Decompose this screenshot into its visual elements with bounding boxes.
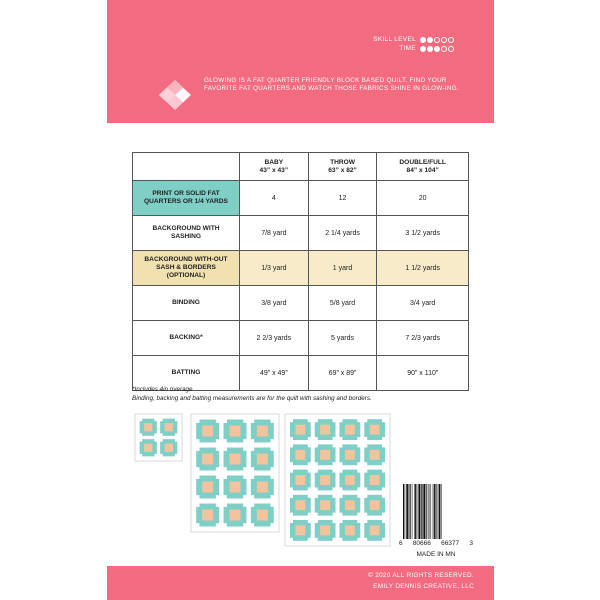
barcode-bar: [423, 484, 425, 539]
quilt-block: [339, 419, 360, 440]
quilt-block: [364, 520, 385, 541]
table-cell: 3 1/2 yards: [377, 216, 469, 251]
quilt-block: [224, 504, 247, 527]
barcode-bar: [438, 484, 439, 539]
table-cell: 1 yard: [308, 251, 377, 286]
column-name: BABY: [264, 158, 284, 166]
overage-note: *Includes 4in overage: [132, 386, 193, 393]
table-cell: 7/8 yard: [240, 216, 309, 251]
quilt-block: [364, 470, 385, 491]
barcode-bar: [435, 484, 436, 539]
row-label: BACKING*: [133, 321, 240, 356]
quilt-diagram: [191, 414, 279, 532]
table-cell: 2 2/3 yards: [240, 321, 309, 356]
barcode-bar: [439, 484, 441, 539]
quilt-block: [251, 420, 274, 443]
made-in-label: MADE IN MN: [416, 551, 456, 558]
quilt-block: [364, 444, 385, 465]
column-name: DOUBLE/FULL: [399, 158, 446, 166]
table-cell: 7 2/3 yards: [377, 321, 469, 356]
quilt-block: [290, 470, 311, 491]
table-cell: 5/8 yard: [308, 286, 377, 321]
quilt-block: [251, 448, 274, 471]
quilt-block: [315, 419, 336, 440]
quilt-block: [290, 520, 311, 541]
barcode-bar: [434, 484, 435, 539]
barcode-digit-left: 6: [399, 540, 403, 547]
barcode-number: [399, 540, 473, 547]
time-label: TIME: [399, 45, 416, 52]
row-label: BACKGROUND WITH-OUT SASH & BORDERS (OPTIONAL): [133, 251, 240, 286]
barcode-digit-right: 3: [469, 540, 473, 547]
copyright-line: © 2020 ALL RIGHTS RESERVED.: [368, 572, 474, 579]
quilt-block: [315, 444, 336, 465]
barcode-bar: [431, 484, 432, 539]
quilt-diagram: [135, 414, 182, 461]
table-cell: 3/8 yard: [240, 286, 309, 321]
quilt-block: [196, 420, 219, 443]
table-cell: 49” x 49”: [240, 356, 309, 391]
barcode-bar: [441, 484, 442, 539]
barcode-bar: [406, 484, 408, 539]
barcode-bar: [410, 484, 411, 539]
quilt-block: [339, 470, 360, 491]
barcode-bar: [426, 484, 427, 539]
barcode-bar: [412, 484, 413, 539]
quilt-block: [224, 448, 247, 471]
barcode-bar: [415, 484, 416, 539]
table-cell: 4: [240, 181, 309, 216]
quilt-block: [339, 520, 360, 541]
column-size: 63” x 82”: [328, 166, 357, 174]
quilt-block: [290, 444, 311, 465]
barcode-bar: [429, 484, 430, 539]
quilt-block: [315, 470, 336, 491]
quilt-block: [196, 476, 219, 499]
table-cell: 1/3 yard: [240, 251, 309, 286]
table-cell: 3/4 yard: [377, 286, 469, 321]
barcode-bars-icon: [403, 484, 469, 539]
quilt-block: [339, 495, 360, 516]
company-name: EMILY DENNIS CREATIVE, LLC: [373, 583, 474, 590]
measurement-note: Binding, backing and batting measurements are for the quilt with sashing and borders.: [132, 395, 372, 402]
table-cell: 12: [308, 181, 377, 216]
row-label: PRINT OR SOLID FAT QUARTERS OR 1/4 YARDS: [133, 181, 240, 216]
quilt-block: [290, 419, 311, 440]
quilt-block: [251, 504, 274, 527]
barcode-bar: [422, 484, 423, 539]
quilt-block: [224, 476, 247, 499]
quilt-diagram: [285, 414, 390, 546]
quilt-block: [364, 419, 385, 440]
quilt-block: [140, 419, 157, 436]
quilt-block: [160, 419, 177, 436]
pattern-back-cover: [107, 0, 494, 600]
barcode-bar: [405, 484, 406, 539]
pattern-description: GLOWING IS A FAT QUARTER FRIENDLY BLOCK BASED QUILT. FIND YOUR FAVORITE FAT QUARTERS AND WATCH THOSE FABRICS SHINE IN GLOW-ING.: [204, 77, 460, 92]
quilt-block: [224, 420, 247, 443]
quilt-block: [290, 495, 311, 516]
row-label: BATTING: [133, 356, 240, 391]
upc-barcode: [399, 484, 473, 560]
copyright: [368, 570, 474, 592]
barcode-bar: [428, 484, 429, 539]
column-name: THROW: [330, 158, 355, 166]
table-cell: 69” x 89”: [308, 356, 377, 391]
row-label: BACKGROUND WITH SASHING: [133, 216, 240, 251]
quilt-block: [251, 476, 274, 499]
column-size: 43” x 43”: [259, 166, 289, 174]
quilt-block: [196, 504, 219, 527]
table-cell: 20: [377, 181, 469, 216]
barcode-digits-group-2: 66377: [441, 540, 460, 547]
column-size: 84” x 104”: [406, 166, 439, 174]
barcode-bar: [403, 484, 404, 539]
table-cell: 90” x 110”: [377, 356, 469, 391]
skill-level-label: SKILL LEVEL: [373, 36, 416, 43]
barcode-digits-group-1: 80666: [412, 540, 431, 547]
table-cell: 5 yards: [308, 321, 377, 356]
barcode-bar: [433, 484, 434, 539]
barcode-bar: [418, 484, 420, 539]
table-cell: 1 1/2 yards: [377, 251, 469, 286]
barcode-bar: [414, 484, 415, 539]
quilt-block: [315, 520, 336, 541]
quilt-block: [160, 439, 177, 456]
quilt-block: [196, 448, 219, 471]
table-cell: 2 1/4 yards: [308, 216, 377, 251]
quilt-block: [315, 495, 336, 516]
quilt-block: [140, 439, 157, 456]
barcode-bar: [421, 484, 422, 539]
row-label: BINDING: [133, 286, 240, 321]
barcode-bar: [409, 484, 410, 539]
quilt-block: [364, 495, 385, 516]
barcode-bar: [417, 484, 418, 539]
quilt-block: [339, 444, 360, 465]
